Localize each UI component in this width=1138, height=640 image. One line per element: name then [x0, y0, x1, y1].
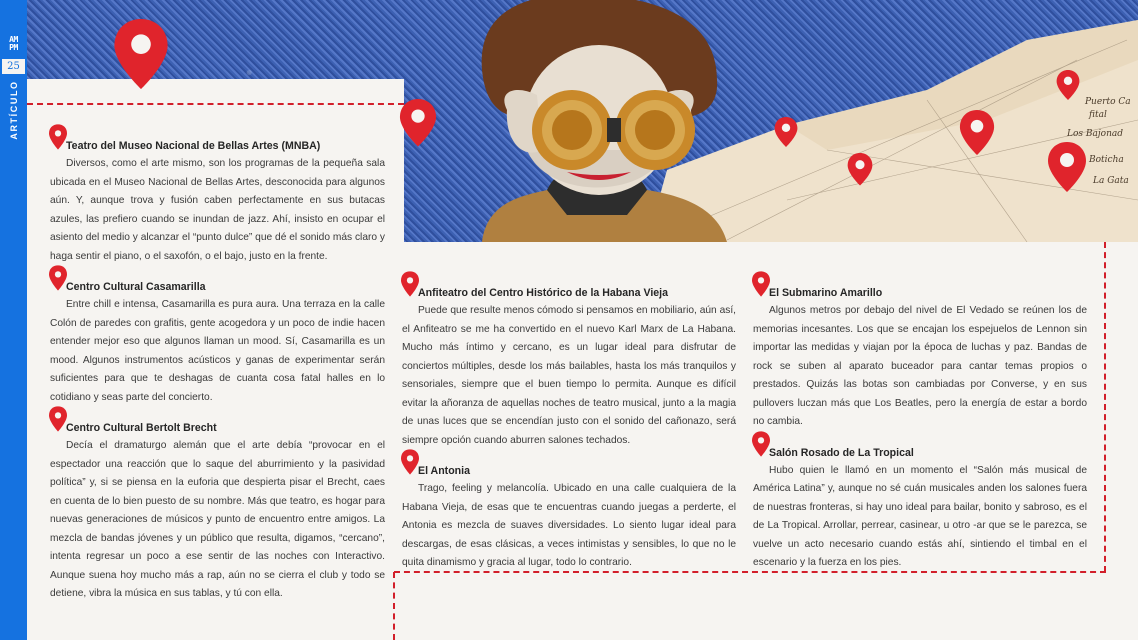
- venue-entry: [753, 284, 1087, 432]
- map-pin-icon: [1057, 70, 1080, 100]
- map-pin-icon: [114, 19, 167, 89]
- dashed-divider: [393, 572, 395, 640]
- venue-title: Anfiteatro del Centro Histórico de la Habana Vieja: [418, 287, 668, 299]
- venue-title: El Antonia: [418, 465, 470, 477]
- venue-title: Centro Cultural Bertolt Brecht: [66, 422, 217, 434]
- venue-entry: [50, 278, 385, 407]
- map-pin-icon: [400, 99, 436, 147]
- venue-description: Entre chill e intensa, Casamarilla es pura aura. Una terraza en la calle Colón de paredes con grafitis, gente acogedora y un poco de indie hacen entender mejor eso que algunos llaman un mood. Sí, Casamarilla es un mood. Algunos instrumentos acústicos y ganas de experimentar serán suficientes para que te deshagas de cuanta cosa fatal halles en lo cotidiano y seas parte del concierto.: [50, 299, 385, 403]
- venue-description: Algunos metros por debajo del nivel de El Vedado se reúnen los de memorias incesantes. Los que se encajan los espejuelos de Lennon sin importar las medidas y viajan por la época de luchas y paz. Bandas de rock se suben al aparato buceador para cantar temas propios o prestados. Quizás las botas son cambiadas por Converse, y en sus pullovers luczan más que Los Beatles, pero la energía de estar a bordo no cambia.: [753, 305, 1087, 427]
- section-label: ARTÍCULO: [9, 80, 19, 140]
- venue-description: Puede que resulte menos cómodo si pensamos en mobiliario, aún así, el Anfiteatro se me ha convertido en el nuevo Karl Marx de La Habana. Mucho más íntimo y cercano, es un lugar ideal para disfrutar de conciertos múltiples, desde los más bailables, hasta los más tranquilos y sensoriales, siempre que el buen tiempo lo permita. Aunque es difícil evitar la añoranza de aquellas noches de teatro musical, junto a la magia de unas luces que se encendían justo con el sonido del cañonazo, será siempre opción cuando aburren salones techados.: [402, 305, 736, 446]
- text-column-2: [402, 284, 736, 573]
- venue-description: Hubo quien le llamó en un momento el “Salón más musical de América Latina” y, aunque no sé cuán musicales anden los salones fuera de nuestras fronteras, si hay uno ideal para bailar, bonito y sabroso, es el de La Tropical. Arrollar, perrear, casinear, u otro -ar que se le parezca, se vuelve un acto necesario cuando estás ahí, sintiendo el timbal en el escenario y la fuerza en los pies.: [753, 464, 1087, 568]
- map-pin-icon: [848, 153, 873, 186]
- venue-entry: [402, 462, 736, 573]
- venue-entry: [50, 419, 385, 604]
- map-pin-icon: [775, 117, 798, 147]
- venue-description: Decía el dramaturgo alemán que el arte debía “provocar en el espectador una reacción que lo saque del aburrimiento y la pasividad política” y, si se piensa en la euforia que despierta pisar el Brecht, caes en cuenta de lo bien puesto de su nombre. Más que teatro, es hogar para nuevas generaciones de músicos y punto de encuentro entre amigos. La mezcla de bandas jóvenes y un público que resulta, digamos, “cercano”, intenta regresar un poco a ese sentir de las noches con Interactivo. Aunque suena hoy mucho más a rap, aún no se cierra el club y todo se detiene, vibra la música en sus tablas, y tú con ella.: [50, 440, 385, 599]
- dashed-divider: [1104, 242, 1106, 572]
- venue-description: Diversos, como el arte mismo, son los programas de la pequeña sala ubicada en el Museo Nacional de Bellas Artes, desconocida para algunos aún. Y, aunque trova y fusión caben perfectamente en sus butacas azules, las prefiero cuando se inundan de jazz. Ahí, insisto en ocupar el asiento del medio y alcanzar el “punto dulce” que dé el sonido más claro y haga sentir el piano, o el saxofón, o el bajo, justo en la frente.: [50, 158, 385, 262]
- page-number: 25: [2, 59, 25, 74]
- brand-sidebar: [0, 0, 27, 640]
- map-pin-icon: [960, 110, 994, 155]
- map-label-2: fital: [1089, 110, 1107, 120]
- text-column-1: [50, 137, 385, 604]
- venue-entry: [50, 137, 385, 266]
- magazine-logo: AM PM: [9, 35, 18, 52]
- venue-title: Salón Rosado de La Tropical: [769, 446, 914, 459]
- venue-title: Centro Cultural Casamarilla: [66, 281, 206, 293]
- text-column-3: [753, 284, 1087, 573]
- venue-entry: [753, 444, 1087, 573]
- map-pin-icon: [1048, 142, 1086, 192]
- map-label-4: Boticha: [1089, 155, 1124, 165]
- dashed-divider: [27, 103, 404, 105]
- venue-description: Trago, feeling y melancolía. Ubicado en una calle cualquiera de la Habana Vieja, de esas que te encuentras cuando juegas a perderte, el Antonia es mezcla de suaves diversidades. Lo siento lugar ideal para descargas, de esas clásicas, a veces intimistas y sensibles, lo que no le quita dinamismo y gracia al lugar, todo lo contrario.: [402, 483, 736, 568]
- venue-entry: [402, 284, 736, 450]
- venue-title: El Submarino Amarillo: [769, 287, 883, 299]
- map-label-3: Los Bajonad: [1067, 129, 1123, 139]
- map-label-1: Puerto Ca: [1085, 97, 1131, 107]
- venue-title: Teatro del Museo Nacional de Bellas Artes (MNBA): [66, 140, 321, 152]
- map-label-5: La Gata: [1093, 176, 1129, 186]
